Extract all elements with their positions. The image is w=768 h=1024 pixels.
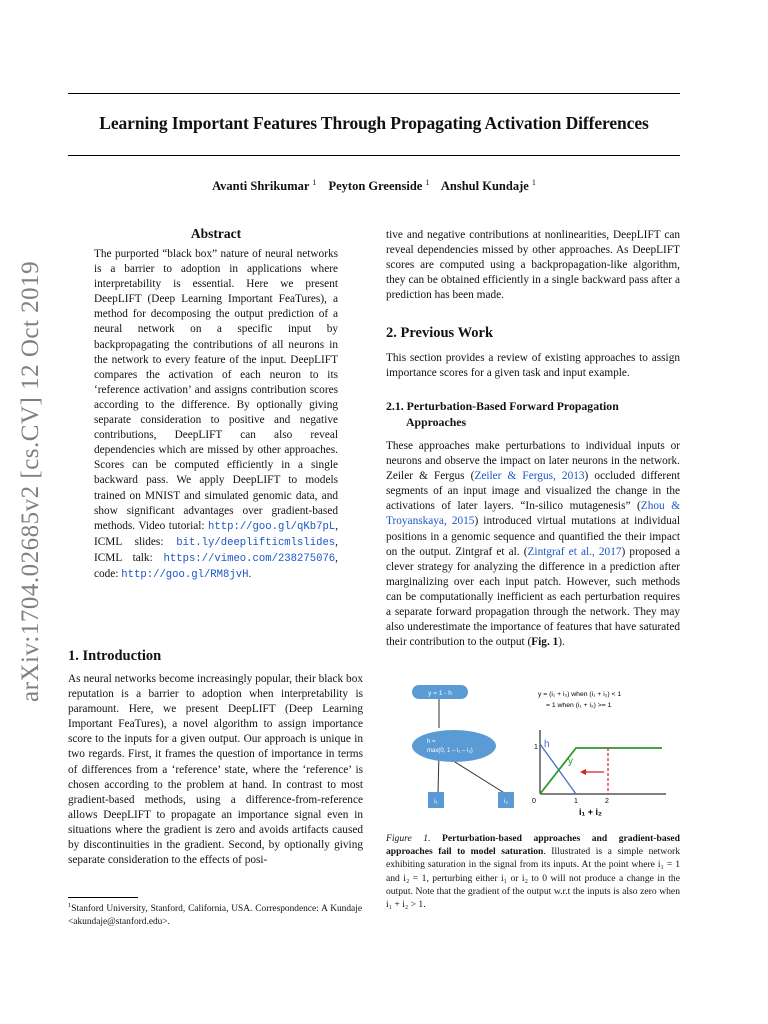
video-tutorial-link[interactable]: http://goo.gl/qKb7pL xyxy=(208,520,336,533)
caption-text: . Illustrated is a simple network exhibiting saturation in the signal from its inputs. At the point where i₁ = 1 and i₂ = 1, perturbing either i₁ or i₂ to 0 will not produce a change in the output. Note that the gradient of the output w.r.t the inputs is also zero when i₁ + i₂ > 1. xyxy=(386,846,681,911)
intro-body xyxy=(68,672,363,868)
section2-text: This section provides a review of existing approaches to assign importance scores for a given task and input example. xyxy=(386,352,680,380)
node-h-label-1: h = xyxy=(427,739,436,745)
section2-body xyxy=(386,351,680,381)
section21-text-1: These approaches make perturbations to individual inputs or neurons and observe the impact on later neurons in the network. Zeiler & Fergus ( xyxy=(386,440,680,483)
section21-text-4: ) proposed a clever strategy for analyzing the difference in a prediction after marginalizing over each input patch. However, such methods can be computationally inefficient as each perturbation requires a separate forward propagation through the network. They may also underestimate the importance of features that have saturated their contribution to the output ( xyxy=(386,545,680,649)
x-axis-label: i₁ + i₂ xyxy=(579,807,602,817)
cite-zhou[interactable]: Zhou & Troyanskaya, 2015 xyxy=(386,500,680,528)
cite-zeiler[interactable]: Zeiler & Fergus, 2013 xyxy=(474,470,585,483)
abstract-text-e: . xyxy=(248,567,252,580)
section21-heading-line2: Approaches xyxy=(406,414,467,429)
section21-text-5: ). xyxy=(558,636,565,649)
eq-line-1: y = (i₁ + i₂) when (i₁ + i₂) < 1 xyxy=(538,691,622,698)
label-y: y xyxy=(568,756,573,767)
author-2: Peyton Greenside xyxy=(328,179,423,194)
cite-zintgraf[interactable]: Zintgraf et al., 2017 xyxy=(527,545,622,558)
paper-title: Learning Important Features Through Propagating Activation Differences xyxy=(99,113,649,133)
abstract-body xyxy=(94,247,338,583)
eq-line-2: = 1 when (i₁ + i₂) >= 1 xyxy=(546,702,612,709)
section21-body xyxy=(386,439,680,650)
intro-heading: 1. Introduction xyxy=(68,648,162,664)
author-list xyxy=(68,178,680,194)
node-h xyxy=(412,730,496,762)
author-3: Anshul Kundaje xyxy=(440,179,529,194)
section21-heading-line1: 2.1. Perturbation-Based Forward Propagation xyxy=(386,399,619,413)
y-line xyxy=(540,748,662,794)
node-i2-label: i₂ xyxy=(504,798,508,805)
continuation-text: tive and negative contributions at nonlinearities, DeepLIFT can reveal dependencies missed by other approaches. As DeepLIFT scores are computed using a backpropagation-like algorithm, they can be obtained efficiently in a single backward pass after a prediction has been made. xyxy=(386,229,680,302)
figure-1-caption xyxy=(386,832,680,911)
abstract-text-d: , code: xyxy=(94,551,338,580)
section2-heading: 2. Previous Work xyxy=(386,325,494,341)
red-arrow-head xyxy=(580,769,586,775)
label-h: h xyxy=(544,739,550,750)
icml-talk-link[interactable]: https://vimeo.com/238275076 xyxy=(163,552,336,565)
footnote-text: Stanford University, Stanford, California, USA. Correspondence: A Kundaje <akundaje@stanford.edu>. xyxy=(68,904,362,927)
section21-text-3: ) introduced virtual mutations at individual positions in a genomic sequence and quantified the their impact on the output. Zintgraf et al. ( xyxy=(386,515,680,558)
figure-1 xyxy=(396,682,676,818)
abstract-text-c: , ICML talk: xyxy=(94,535,338,564)
node-h-label-2: max(0, 1 – i₁ – i₂) xyxy=(427,748,473,754)
abstract-text-b: , ICML slides: xyxy=(94,519,339,548)
tick-0: 0 xyxy=(532,798,536,805)
author-1: Avanti Shrikumar xyxy=(212,179,310,194)
section21-heading xyxy=(386,399,619,430)
abstract-heading: Abstract xyxy=(190,226,242,241)
tick-1-y: 1 xyxy=(534,744,538,751)
title-bottom-rule xyxy=(68,155,680,156)
right-continuation xyxy=(386,228,680,303)
footnote-mark: 1 xyxy=(68,902,72,909)
tick-1-x: 1 xyxy=(574,798,578,805)
tick-2-x: 2 xyxy=(605,798,609,805)
caption-bold: Perturbation-based approaches and gradient-based approaches fail to model saturation xyxy=(386,833,680,858)
author-3-aff: 1 xyxy=(531,178,536,187)
footnote xyxy=(68,900,362,928)
figure-1-svg xyxy=(396,682,676,818)
node-y-label: y = 1 - h xyxy=(428,690,452,697)
author-1-aff: 1 xyxy=(312,178,317,187)
arxiv-watermark xyxy=(14,260,56,702)
author-2-aff: 1 xyxy=(425,178,430,187)
arxiv-id: arXiv:1704.02685v2 [cs.CV] 12 Oct 2019 xyxy=(17,260,44,702)
icml-slides-link[interactable]: bit.ly/deeplifticmlslides xyxy=(176,536,336,549)
caption-label: Figure 1. xyxy=(386,833,431,844)
section21-text-2: ) occluded different segments of an input image and visualized the change in the activations of later layers. “In-silico mutagenesis” ( xyxy=(386,470,680,513)
abstract-text: The purported “black box” nature of neural networks is a barrier to adoption in applications where interpretability is essential. Here we present DeepLIFT (Deep Learning Important FeaTures), a method for decomposing the output prediction of a neural network on a specific input by backpropagating the contributions of all neurons in the network to every feature of the input. DeepLIFT compares the activation of each neuron to its ‘reference activation’ and assigns contribution scores according to the difference. By optionally giving separate consideration to positive and negative contributions, DeepLIFT can also reveal dependencies which are missed by other approaches. Scores can be computed efficiently in a single backward pass. We apply DeepLIFT to models trained on MNIST and simulated genomic data, and show significant advantages over gradient-based methods. Video tutorial: xyxy=(94,248,338,532)
intro-text: As neural networks become increasingly popular, their black box reputation is a barrier to adoption when interpretability is paramount. Here, we present DeepLIFT (Deep Learning Important FeaTures), a novel algorithm to assign importance score to the inputs for a given output. Our approach is unique in two regards. First, it frames the question of importance in terms of differences from a ‘reference’ state, where the ‘reference’ is chosen according to the problem at hand. In contrast to most gradient-based methods, using a difference-from-reference allows DeepLIFT to propagate an importance signal even in situations where the gradient is zero and avoids artifacts caused by discontinuities in the gradient. Second, by optionally giving separate consideration to the effects of posi- xyxy=(68,673,363,867)
code-link[interactable]: http://goo.gl/RM8jvH xyxy=(121,568,249,581)
fig1-ref[interactable]: Fig. 1 xyxy=(531,636,559,649)
top-rule xyxy=(68,93,680,94)
node-i1-label: i₁ xyxy=(434,798,438,805)
footnote-rule xyxy=(68,897,138,898)
